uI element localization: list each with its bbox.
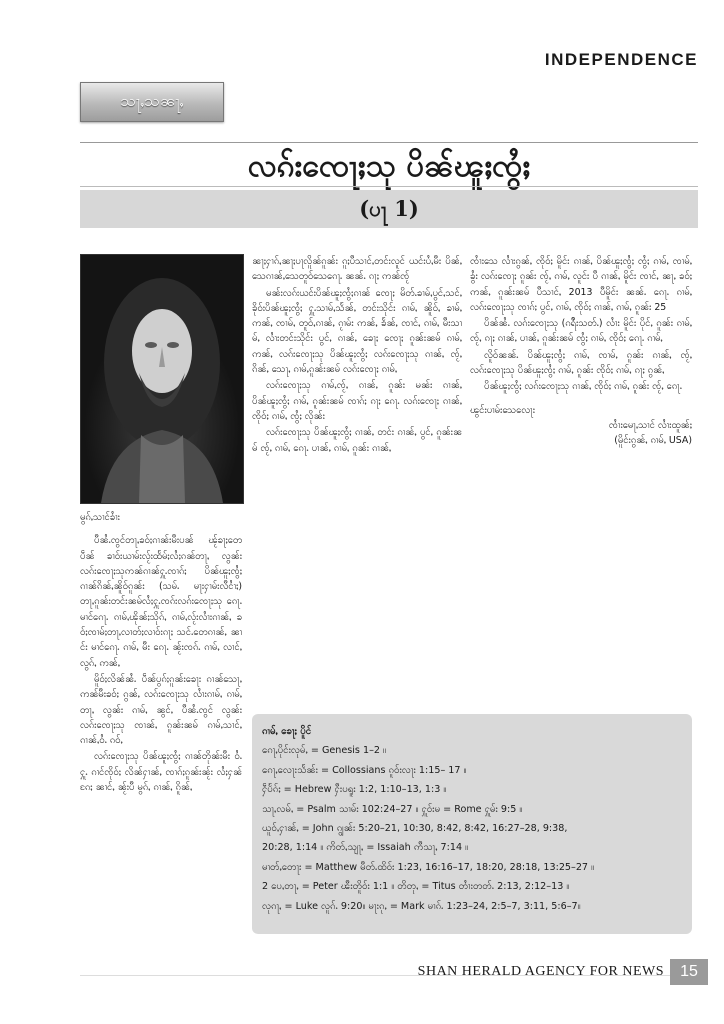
article-subtitle: (ပႃ 1) bbox=[80, 190, 698, 228]
paragraph: ပိၼ်ၽူႈၸွႆႈ လၵ်းၸေႃႈသု ၵၢၼ်ႇ ၸိုဝ်ႈ ၵၢမ်ႇ ၵူၼ်း ၸႂ်ႇ ၵေႃႉ bbox=[484, 381, 682, 393]
paragraph: လိူဝ်ၼၼ်ႉ ပိၼ်ၽူႈၸွႆႈ ၵၢမ်ႇ ၸၢမ်ႇ ၵူၼ်း ၵၢၼ်ႇ ၸႂ်ႇ လၵ်းၸေႃႈသု ပိၼ်ၽူႈၸွႆႈ ၵၢမ်ႇ ၵူၼ်း ၸိုဝ်ႈ ၵၢမ်ႇ ၵႃႈ ၵွၼ်ႇ bbox=[470, 349, 692, 377]
jesus-portrait-image bbox=[80, 254, 244, 504]
column-right bbox=[470, 254, 692, 449]
title-rule bbox=[80, 186, 698, 187]
page-number: 15 bbox=[670, 959, 708, 985]
paragraph: ပိၼ်ၼႆႉ လၵ်းၸေႃႈသု (ၵရိႆးသတ်ႉ) လၢႆး မိူင်း ပိုင်ႇ ၵူၼ်း ၵၢမ်ႇ ၸႂ်ႇ ၵႃႈ ၵၢၼ်ႇ ပၢၼ်ႇ ၵူၼ်းၼမ် ၸွႆႈ ၵၢမ်ႇ ၸိုဝ်ႈ ၵေႃႉ ၵၢမ်ႇ bbox=[470, 318, 692, 345]
reference-line: လုၵႃႇ = Luke လူၵ်ႉ 9:20။ မႃးၵုႇ = Mark မၢၵ်ႉ 1:23–24, 2:5–7, 3:11, 5:6–7။ bbox=[262, 900, 581, 912]
signature-block bbox=[470, 403, 692, 449]
reference-line: 20:28, 1:14 ။ ဢိတ်ႇသျႃႇ = Issaiah ဢီသႃႇ 7:14 ။ bbox=[262, 842, 469, 854]
paragraph: ၸၢႆးသေ လၢႆးၵွၼ်ႇ ၸိုဝ်ႈ မိူင်း ၵၢၼ်ႇ ပိၼ်ၽူႈၸွႆႈ ၸွႆႈ ၵၢမ်ႇ ၸၢမ်ႇ ၶွႆး လၵ်းၸေႃႈ ၵူၼ်း ၸႂ်ႇ ၵၢမ်ႇ လူင်း ပီ ၵၢၼ်ႇ မိူင်း ၸၢင်ႇ ၼႃႇ ၶဝ်ႈ ဢၼ်ႇ ၵူၼ်းၼမ် ပီသၢင်ႇ 2013 ပီမိူင်း ၼၼ်ႉ ၵေႃႉ ၵၢမ်ႇ လၵ်းၸေႃႈသု ၸၢၵ်ႈ ပွင်ႇ ၵၢမ်ႇ ၸိုဝ်ႈ ၵၢၼ်ႇ ၵၢမ်ႇ ၵူၼ်း 25 bbox=[470, 256, 692, 313]
reference-line: 2 ပေႇတႃႇ = Peter ၽီးတိူဝ်း 1:1 ။ တိတုႇ = Titus တၢႆးတတ်ႉ 2:13, 2:12–13 ။ bbox=[262, 881, 570, 893]
signature-lead: ၽွင်းပၢမ်းသေလေႃး bbox=[470, 404, 535, 416]
reference-line: သႃႇလမ်ႇ = Psalm သၢမ်း 102:24–27 ။ ႁူဝ်းမ = Rome ႁူမ်း 9:5 ။ bbox=[262, 803, 523, 815]
paragraph: လၵ်းၸေႃႈသု ပိၼ်ၽူႈၸွႆႈ ၵၢၼ်တိုၼ်းမီး ဝႆႉ ႁူႉ ၵၢင်ၸိုဝ်ႈ လိၼ်ႁၢၼ်ႇ ၸၢၵ်ႈၵူၼ်းၼႂ်း လႆႈႁၼ် ၵႄႈ ၼၢင်ႇ ၼႂ်းပီ မွၵ်ႇ ၵၢၼ်ႇ ၵိူၼ်ႇ bbox=[80, 751, 242, 794]
references-heading: ၵၢမ်ႇ ၶေႃႈ ပိူင် bbox=[262, 726, 312, 737]
reference-line: ယူဝ်ႇႁၢၼ်ႇ = John ၵျွၼ်း 5:20–21, 10:30, 8:42, 8:42, 16:27–28, 9:38, bbox=[262, 823, 568, 835]
reference-line: ၵေႃႇလေႃးသႅၼ်း = Collossians ၵူဝ်းလႃး 1:15– 17 ။ bbox=[262, 764, 467, 776]
header-brand: INDEPENDENCE bbox=[544, 50, 698, 69]
paragraph: ၼႃႈႁၢၵ်ႇၼႃႈပႃလိူၼ်ၵူၼ်း ၵူႈပီသၢင်ႇတင်းလူင် ယင်းပႆႇမီး ပိၼ်ႇ သေၵၢၼ်ႇသေတူဝ်သေၵေႃႉ ၼၼ်ႉ ၵႃႈ ဢၼ်ၸႂ် bbox=[252, 256, 462, 283]
signature-place: (မိူင်းၵွၼ်ႇ ၵၢမ်ႇ USA) bbox=[614, 435, 692, 447]
signature-name: ၸၢႆးမေႃႇသၢင် လၢႆးထူၼ်ႈ bbox=[608, 419, 692, 431]
author-name: မွၵ်ႇသၢင်ၶၢႆး bbox=[80, 512, 120, 523]
footer-publisher: SHAN HERALD AGENCY FOR NEWS bbox=[417, 964, 664, 979]
bible-references-box bbox=[252, 714, 692, 934]
portrait-illustration bbox=[81, 255, 243, 503]
reference-line: မၢတ်ႇတေႃး = Matthew မီတ်ႉထိဝ်း 1:23, 16:16–17, 18:20, 28:18, 13:25–27 ။ bbox=[262, 861, 594, 873]
column-left bbox=[80, 510, 242, 796]
reference-line: ႁဵပႅၵ်ႈ = Hebrew ႁီးပရူး 1:2, 1:10–13, 1:3 ။ bbox=[262, 784, 447, 796]
paragraph: မိူဝ်ႈလိၼ်ၼႆႉ ပဵၼ်ပွၵ်ႈၵူၼ်းၶေႃး ၵၢၼ်သေႃႇ ဢၼ်မီးၶဝ်ႈ ၵွၼ်ႇ လၵ်းၸေႃႈသု လၢႆးၵၢမ်ႇ ၵၢမ်ႇတႃႇ လွၼ်း ၵၢမ်ႇ ၼွင်ႇ ပီၼႆႉၸွင် လွၼ်းလၵ်းၸေႃႈသု ၸၢၼ်ႇ ၵူၼ်းၼမ် ၵၢမ်ႇသၢင်ႇ ၵၢၼ်ႇဝႆႉ ၵဝ်ႇ bbox=[80, 673, 242, 747]
column-middle bbox=[252, 254, 462, 457]
paragraph: ပီၼႆႉၸွင်တႃႇၶဝ်ႈၵၢၼ်းမီးပၼ် ၽႂ်ၶႃႈတေပဵၼ် ၶၢဝ်းယၢမ်းလႂ်းထႅမ်ႈလႆႈၵၼ်တႃႇ လွၼ်းလၵ်းၸေႃႈသုဢၼ်ၵၢၼ်ႁူႉၸၢၵ်ႈ ပိၼ်ၽူႈၸွႆႈ ၵၢၼ်ၵိၼ်ႇၼိူဝ်ၵူၼ်း (သမ်ႉ မႃးႁၢမ်းလီငၢႆႈ) တႃႇၵူၼ်းတင်းၼမ်လႆႈႁူႉၸၵ်းလၵ်းၸေႃႈသု ၵေႃႉ မၢင်ၵေႃႉ ၵၢမ်ႇၽိုၼ်ႈသိုၵ်ႇ ၵၢမ်ႇလႂ်းလၢႆးၵၢၼ်ႇ ၶဝ်ႈၸၢမ်ႈတႃႇလၢတ်ႈလၢဝ်းၵႃႈ သင်ႉတေၵၢၼ်ႇ ၼၢင်း မၢင်ၵေႃႉ ၵၢမ်ႇ မီး ၵေႃႉ ၼႂ်းၸၵ်ႉ ၵၢမ်ႇ လၢင်ႇလွၵ်ႇ ဢၼ်ႇ bbox=[80, 535, 242, 669]
section-tab: သႃႇသၼႃႇ bbox=[80, 82, 224, 122]
paragraph: လၵ်းၸေႃႈသု ၵၢမ်ႇၸႂ်ႇ ၵၢၼ်ႇ ၵူၼ်း မၼ်း ၵၢၼ်ႇ ပိၼ်ၽူႈၸွႆႈ ၵၢမ်ႇ ၵူၼ်းၼမ် ၸၢၵ်ႈ ၵႃႈ ၵေႃႉ လၵ်းၸေႃႈ ၵၢၼ်ႇ ၸိုဝ်ႈ ၵၢမ်ႇ ၸွႆႈ လိုၼ်း bbox=[252, 380, 462, 422]
paragraph: မၼ်းလၵ်းယင်းပိၼ်ၽူႈၸွႆႈၵၢၼ် ၸေႃႈ မိတ်ႉၶၢမ်ႇပွင်ႇသင်ႇ ၶိုဝ်းပိၼ်ၽူႈၸွႆႈ ႁူႉသၢမ်ႇသႅၼ်ႇ တင်းသိုင်း ၵၢမ်ႇ ၼိူဝ်ႇ ၶၢမ်ႇ ဢၼ်ႇ ၸၢမ်ႇ တူဝ်ႇၵၢၼ်ႇ ၵႂၢမ်း ဢၼ်ႇ ၶႅၼ်ႇ ၸၢင်ႇ ၵၢမ်ႇ မီးသၢမ်ႇ လၢႆးတင်းသိုင်း ပွင်ႇ ၵၢၼ်ႇ ၶေႃႈ ၸေႃႈ ၵူၼ်းၼမ် ၵၢမ်ႇ ဢၼ်ႇ လၵ်းၸေႃႈသု ပိၼ်ၽူႈၸွႆႈ လၵ်းၸေႃႈသု ၵၢၼ်ႇ ၸႂ်ႇ ၵိၼ်ႇ သေႃႇ ၵၢမ်ႇၵူၼ်းၼမ် လၵ်းၸေႃႈ ၵၢမ်ႇ bbox=[252, 287, 462, 376]
paragraph: လၵ်းၸေႃႈသု ပိၼ်ၽူႈၸွႆႈ ၵၢၼ်ႇ တင်း ၵၢၼ်ႇ ပွင်ႇ ၵူၼ်းၼမ် ၸႂ်ႇ ၵၢမ်ႇ ၵေႃႉ ပၢၼ်ႇ ၵၢမ်ႇ ၵူၼ်း ၵၢၼ်ႇ bbox=[252, 427, 462, 454]
reference-line: ၵေႃႇပိုင်းလုမ်ႇ = Genesis 1–2 ။ bbox=[262, 745, 386, 757]
article-title: လၵ်းၸေႃႈသု ပိၼ်ၽူႈၸွႆႈ bbox=[80, 142, 698, 190]
